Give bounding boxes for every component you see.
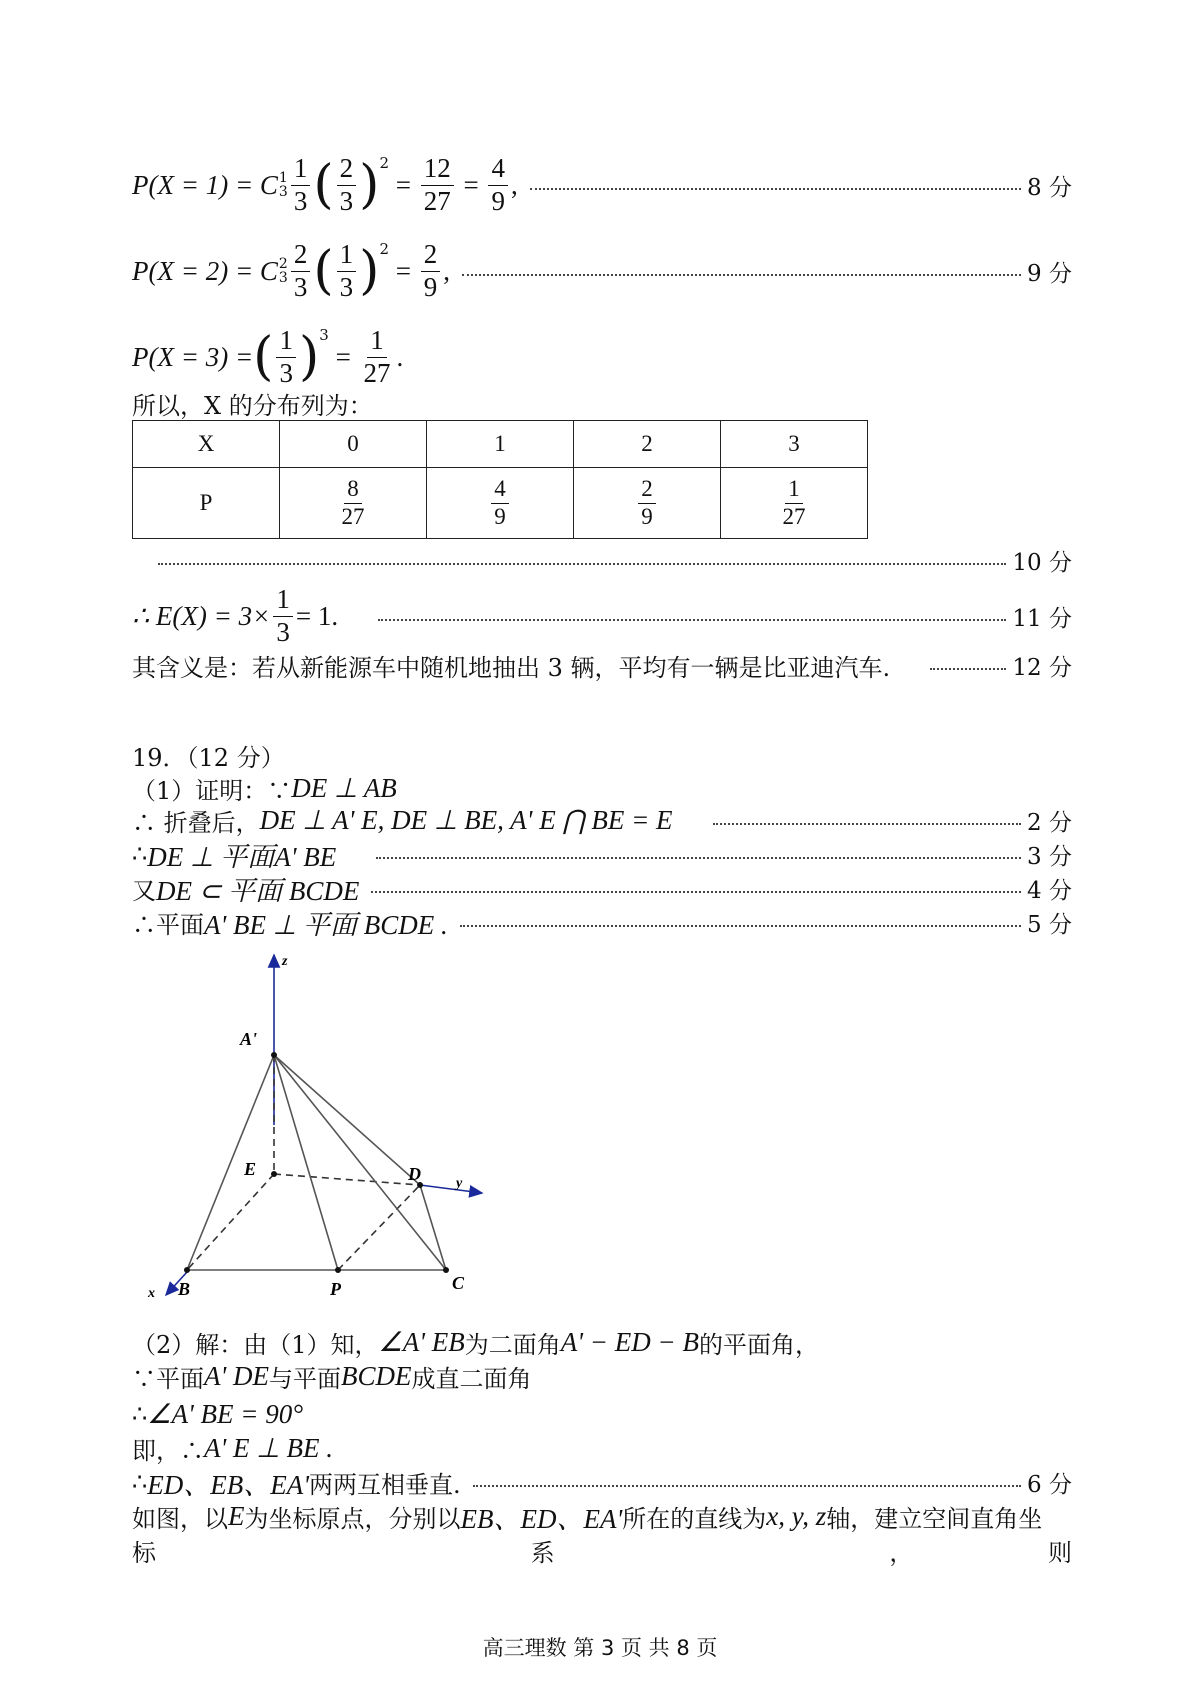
label-z: z xyxy=(282,954,288,969)
edge-AP xyxy=(274,1055,338,1270)
table-cell: 0 xyxy=(280,421,427,468)
edge-AC xyxy=(274,1055,446,1270)
dot-leader xyxy=(713,823,1022,825)
edge-PD xyxy=(338,1185,420,1270)
prob-line-2: P(X = 2) = C 2 3 $\frac{2}{3}$ ( $\frac{1}{3}$ ) $^2$ = $\frac{2}{9}$ , 9 分 xyxy=(132,239,1072,302)
part2-line-3: ∴ ∠A' BE = 90° xyxy=(132,1398,304,1429)
q19-line-4: 又 DE ⊂ 平面 BCDE 4 分 xyxy=(132,875,1072,906)
dot-leader xyxy=(378,619,1006,621)
q19-line-5: ∴平面 A' BE ⊥ 平面 BCDE . 5 分 xyxy=(132,909,1072,940)
part2-line-6: 如图，以 E 为坐标原点，分别以 EB、ED、EA' 所在的直线为 x, y, z 轴，建立空间直角坐 xyxy=(132,1500,1043,1534)
prob-line-1: P(X = 1) = C 1 3 $\frac{1}{3}$ ( $\frac{2}{3}$ ) $^2$ = $\frac{12}{27}$ = $\frac{4}{9}$ , 8 分 xyxy=(132,153,1072,216)
expectation-line: ∴ E(X) = 3× $\frac{1}{3}$ = 1. 11 分 xyxy=(132,584,1072,647)
q19-line-3: ∴ DE ⊥ 平面A' BE 3 分 xyxy=(132,840,1072,872)
table-row xyxy=(133,468,868,539)
label-C: C xyxy=(452,1273,465,1293)
prob-line-3: P(X = 3) = ( $\frac{1}{3}$ ) $^3$ = $\frac{1}{27}$ . xyxy=(132,325,404,388)
part2-line-2: ∵平面 A' DE 与平面 BCDE 成直二面角 xyxy=(132,1360,532,1393)
distribution-table xyxy=(132,420,868,539)
edge-ED xyxy=(274,1174,420,1185)
q19-title: 19．（12 分） xyxy=(132,743,285,772)
dist-intro: 所以，X 的分布列为： xyxy=(132,391,373,420)
label-D: D xyxy=(408,1164,421,1184)
dot-leader xyxy=(473,1485,1021,1487)
edge-DC xyxy=(420,1185,446,1270)
part2-line-1: （2）解：由（1）知， ∠A' EB 为二面角 A' − ED − B 的平面角， xyxy=(132,1326,819,1359)
y-axis xyxy=(420,1185,482,1193)
dot-leader xyxy=(462,274,1021,276)
edge-EB xyxy=(187,1174,274,1270)
table-cell: $\frac{8}{27}$ xyxy=(280,468,427,539)
table-cell: P xyxy=(133,468,280,539)
table-cell: $\frac{1}{27}$ xyxy=(721,468,868,539)
table-cell: 2 xyxy=(574,421,721,468)
table-cell: X xyxy=(133,421,280,468)
edge-AB xyxy=(187,1055,274,1270)
part2-line-4: 即，∴ A' E ⊥ BE . xyxy=(132,1432,334,1465)
table-cell: 1 xyxy=(427,421,574,468)
part2-line-7: 标 系 ， 则 xyxy=(132,1538,1072,1567)
table-cell: $\frac{2}{9}$ xyxy=(574,468,721,539)
dot-leader xyxy=(371,891,1021,893)
table-cell: $\frac{4}{9}$ xyxy=(427,468,574,539)
dot-leader xyxy=(460,925,1021,927)
edge-AD xyxy=(274,1055,420,1185)
label-y: y xyxy=(456,1176,463,1191)
label-P: P xyxy=(330,1279,341,1299)
label-x: x xyxy=(148,1286,155,1301)
pyramid-figure xyxy=(130,945,510,1305)
dot-leader xyxy=(158,563,1006,565)
score-10-line: 10 分 xyxy=(158,540,1072,580)
table-cell: 3 xyxy=(721,421,868,468)
score-9: 9 分 xyxy=(1027,260,1072,287)
table-row xyxy=(133,421,868,468)
label-B: B xyxy=(178,1279,191,1299)
q19-line-1: （1）证明：∵ DE ⊥ AB xyxy=(132,772,397,805)
dot-leader xyxy=(530,188,1021,190)
dot-leader xyxy=(930,668,1006,670)
meaning-line: 其含义是：若从新能源车中随机地抽出 3 辆，平均有一辆是比亚迪汽车. 12 分 xyxy=(132,653,1072,682)
label-E: E xyxy=(244,1159,257,1179)
label-A: A' xyxy=(240,1029,258,1049)
page-footer: 高三理数 第 3 页 共 8 页 xyxy=(482,1636,718,1660)
dot-leader xyxy=(376,857,1021,859)
q19-line-2: ∴ 折叠后， DE ⊥ A' E, DE ⊥ BE, A' E ⋂ BE = E 2 分 xyxy=(132,804,1072,837)
part2-line-5: ∴ ED、EB、EA' 两两互相垂直. 6 分 xyxy=(132,1468,1072,1500)
score-8: 8 分 xyxy=(1027,174,1072,201)
